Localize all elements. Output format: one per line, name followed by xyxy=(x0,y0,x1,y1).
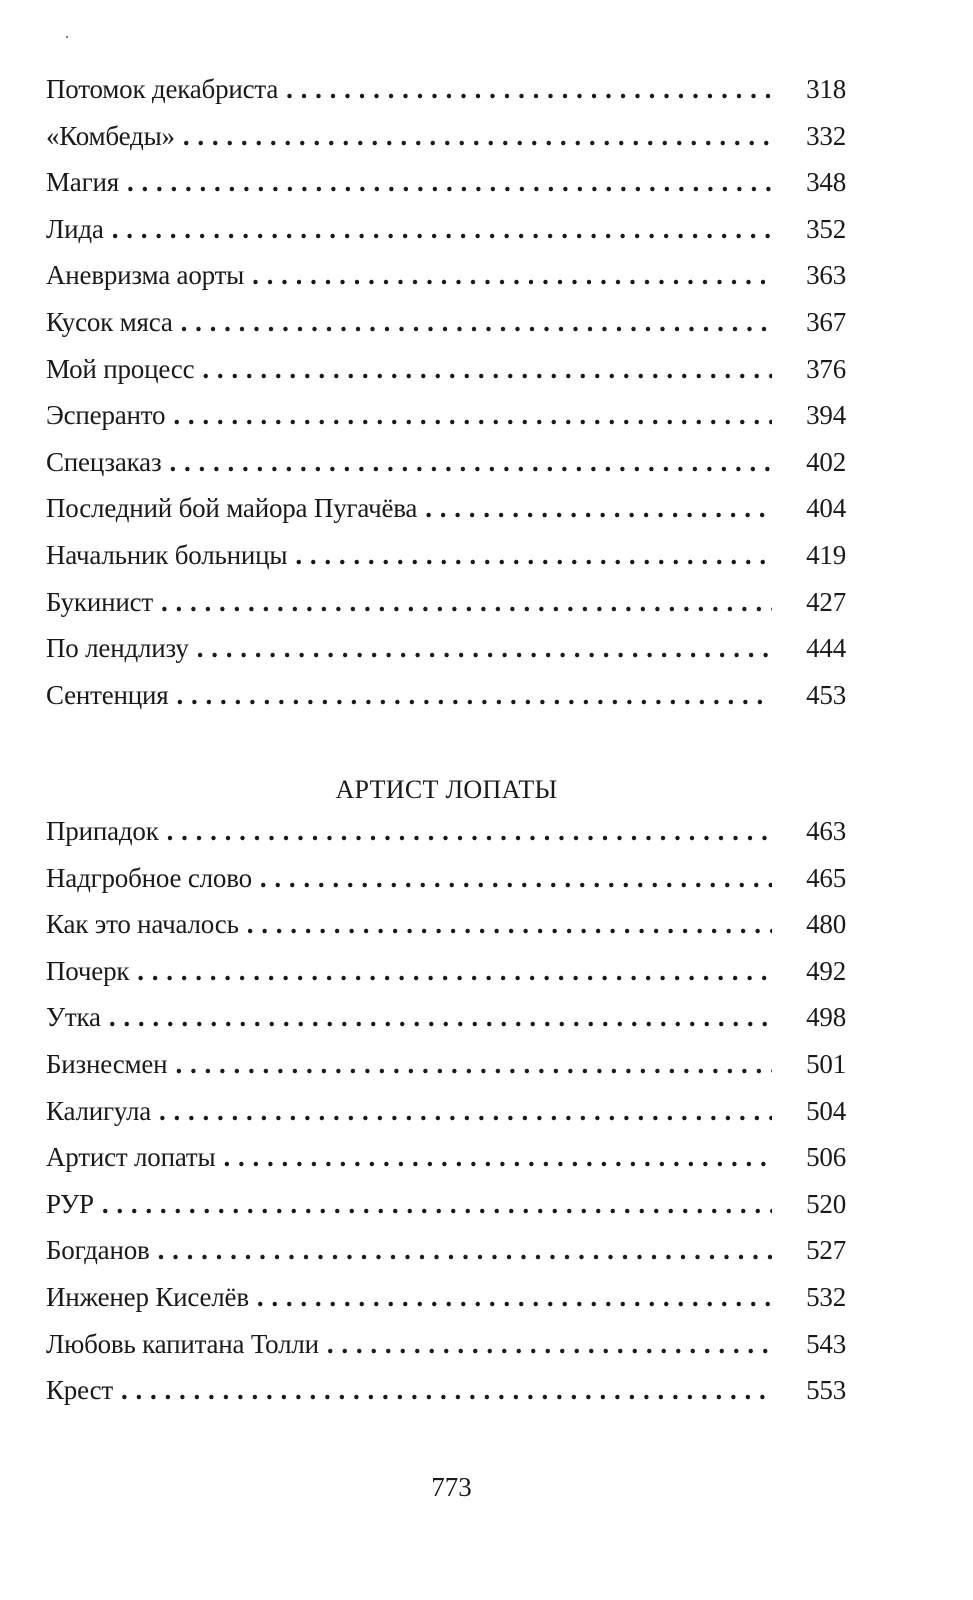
toc-entry-title: Надгробное слово xyxy=(46,862,252,893)
toc-entry-title: Артист лопаты xyxy=(46,1142,216,1173)
toc-entry-title: Начальник больницы xyxy=(46,539,288,570)
toc-entry-title: Как это началось xyxy=(46,909,239,940)
dot-leader xyxy=(425,493,772,520)
toc-entry xyxy=(46,1142,846,1189)
toc-entry-title: Эсперанто xyxy=(46,400,166,431)
toc-entry xyxy=(46,540,846,587)
dot-leader xyxy=(161,587,772,614)
dot-leader xyxy=(137,956,772,983)
dot-leader xyxy=(247,909,772,936)
toc-entry xyxy=(46,1096,846,1143)
toc-entry-title: Потомок декабриста xyxy=(46,74,279,104)
dot-leader xyxy=(260,863,772,890)
toc-entry-title: По лендлизу xyxy=(46,633,189,664)
toc-entry xyxy=(46,587,846,634)
toc-entry-page: 506 xyxy=(806,1142,846,1173)
toc-entry-page: 453 xyxy=(806,679,846,710)
toc-entry-title: Припадок xyxy=(46,816,159,846)
toc-entry-title: Аневризма аорты xyxy=(46,260,245,291)
toc-entry-title: Богданов xyxy=(46,1235,150,1266)
toc-entry xyxy=(46,447,846,494)
dot-leader xyxy=(109,1002,772,1029)
toc-entry-title: «Комбеды» xyxy=(46,120,175,151)
section-heading: АРТИСТ ЛОПАТЫ xyxy=(335,775,558,804)
toc-entry-page: 465 xyxy=(806,862,846,893)
toc-entry-title: РУР xyxy=(46,1188,94,1219)
toc-entry xyxy=(46,74,846,121)
dot-leader xyxy=(159,1096,772,1123)
toc-entry-title: Почерк xyxy=(46,955,130,986)
toc-entry-page: 404 xyxy=(806,493,846,524)
toc-entry-title: Лида xyxy=(46,213,104,244)
toc-entry xyxy=(46,956,846,1003)
toc-entry-page: 394 xyxy=(806,400,846,431)
toc-entry-page: 427 xyxy=(806,586,846,617)
dot-leader xyxy=(223,1142,772,1169)
toc-entry-page: 504 xyxy=(806,1095,846,1126)
toc-entry-title: Букинист xyxy=(46,586,153,617)
toc-entry-title: Калигула xyxy=(46,1095,152,1126)
toc-entry xyxy=(46,1375,846,1422)
toc-entry-page: 318 xyxy=(806,74,846,104)
print-speck xyxy=(66,36,68,38)
toc-entry-page: 492 xyxy=(806,955,846,986)
toc-entry-title: Последний бой майора Пугачёва xyxy=(46,493,418,524)
toc-entry xyxy=(46,863,846,910)
toc-entry xyxy=(46,1189,846,1236)
toc-entry xyxy=(46,1282,846,1329)
toc-entry xyxy=(46,816,846,863)
toc-entry-title: Утка xyxy=(46,1002,101,1033)
toc-entry-title: Мой процесс xyxy=(46,353,195,384)
dot-leader xyxy=(173,400,772,427)
toc-entry-title: Сентенция xyxy=(46,679,169,710)
toc-entry xyxy=(46,1049,846,1096)
toc-entry-page: 553 xyxy=(806,1375,846,1406)
toc-entry-page: 363 xyxy=(806,260,846,291)
toc-entry-title: Спецзаказ xyxy=(46,446,162,477)
dot-leader xyxy=(102,1189,772,1216)
dot-leader xyxy=(169,447,772,474)
dot-leader xyxy=(177,680,772,707)
page-number: 773 xyxy=(431,1472,472,1502)
toc-entry xyxy=(46,680,846,727)
toc-entry xyxy=(46,354,846,401)
dot-leader xyxy=(295,540,772,567)
toc-entry xyxy=(46,633,846,680)
toc-entry-title: Инженер Киселёв xyxy=(46,1281,249,1312)
toc-entry-page: 332 xyxy=(806,120,846,151)
dot-leader xyxy=(286,74,772,101)
toc-entry-title: Кусок мяса xyxy=(46,306,173,337)
dot-leader xyxy=(202,354,772,381)
dot-leader xyxy=(127,167,772,194)
dot-leader xyxy=(112,214,772,241)
toc-entry xyxy=(46,909,846,956)
toc-list-part-1 xyxy=(46,74,846,726)
toc-entry-page: 520 xyxy=(806,1188,846,1219)
toc-entry-title: Бизнесмен xyxy=(46,1048,168,1079)
toc-list-part-2 xyxy=(46,816,846,1422)
toc-entry xyxy=(46,121,846,168)
toc-entry-title: Крест xyxy=(46,1375,113,1406)
dot-leader xyxy=(257,1282,772,1309)
toc-entry xyxy=(46,493,846,540)
toc-entry-page: 498 xyxy=(806,1002,846,1033)
toc-entry-page: 402 xyxy=(806,446,846,477)
toc-entry-title: Любовь капитана Толли xyxy=(46,1328,319,1359)
toc-entry-page: 352 xyxy=(806,213,846,244)
toc-entry xyxy=(46,1235,846,1282)
toc-entry xyxy=(46,1002,846,1049)
toc-entry-page: 444 xyxy=(806,633,846,664)
toc-entry-page: 419 xyxy=(806,539,846,570)
toc-entry xyxy=(46,214,846,261)
toc-entry xyxy=(46,400,846,447)
toc-entry-page: 463 xyxy=(806,816,846,846)
toc-entry-page: 480 xyxy=(806,909,846,940)
toc-entry-page: 527 xyxy=(806,1235,846,1266)
dot-leader xyxy=(175,1049,772,1076)
dot-leader xyxy=(121,1375,772,1402)
toc-entry-page: 543 xyxy=(806,1328,846,1359)
toc-entry xyxy=(46,167,846,214)
toc-entry xyxy=(46,260,846,307)
toc-entry-page: 348 xyxy=(806,167,846,198)
dot-leader xyxy=(327,1329,772,1356)
dot-leader xyxy=(197,633,772,660)
dot-leader xyxy=(252,260,772,287)
dot-leader xyxy=(183,121,772,148)
dot-leader xyxy=(158,1235,772,1262)
toc-entry-page: 532 xyxy=(806,1281,846,1312)
dot-leader xyxy=(167,816,772,843)
toc-entry-title: Магия xyxy=(46,167,119,198)
toc-entry xyxy=(46,307,846,354)
toc-entry xyxy=(46,1329,846,1376)
toc-entry-page: 376 xyxy=(806,353,846,384)
toc-entry-page: 367 xyxy=(806,306,846,337)
dot-leader xyxy=(181,307,772,334)
toc-entry-page: 501 xyxy=(806,1048,846,1079)
